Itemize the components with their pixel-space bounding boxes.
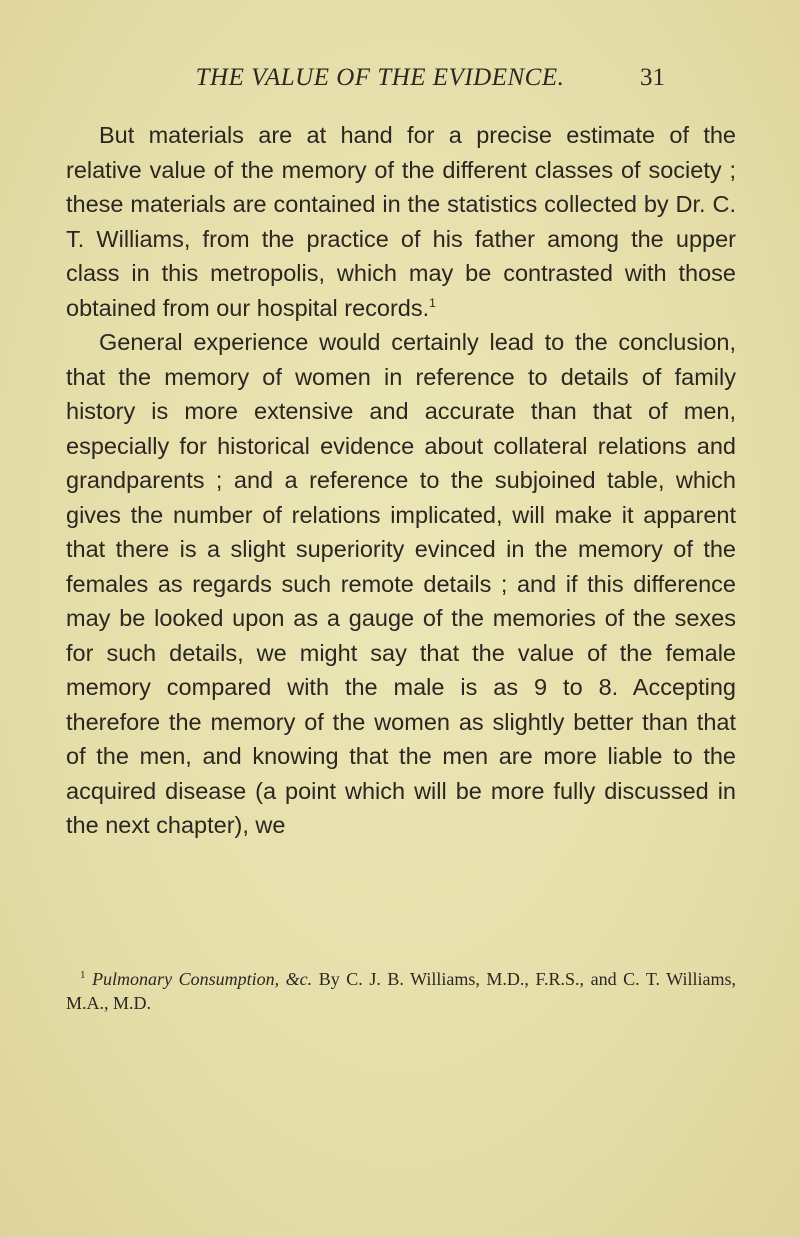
footnote-reference: 1	[429, 295, 436, 310]
page-number: 31	[640, 64, 665, 91]
body-text	[66, 118, 736, 843]
paragraph-1-text: But materials are at hand for a precise estimate of the relative value of the memory of the different classes of society ; these materials are contained in the statistics collected by Dr. C. T. Williams, from the practice of his father among the upper class in this metropolis, which may be contrasted with those obtained from our hospital records.	[66, 122, 736, 321]
footnote-marker: 1	[80, 969, 86, 981]
footnote-title: Pulmonary Consumption, &c.	[92, 969, 313, 989]
paragraph-2	[66, 325, 736, 843]
footnote-text: By C. J. B. Williams, M.D., F.R.S., and C. T. Williams, M.A., M.D.	[66, 969, 737, 1013]
running-head: THE VALUE OF THE EVIDENCE.	[195, 64, 565, 91]
paragraph-2-text: General experience would certainly lead to the conclusion, that the memory of women in reference to details of family history is more extensive and accurate than that of men, especially for historical evidence about collateral relations and grandparents ; and a reference to the subjoined table, which gives the number of relations implicated, will make it apparent that there is a slight superiority evinced in the memory of the females as regards such remote details ; and if this difference may be looked upon as a gauge of the memories of the sexes for such details, we might say that the value of the female memory compared with the male is as 9 to 8. Accepting therefore the memory of the women as slightly better than that of the men, and knowing that the men are more liable to the acquired disease (a point which will be more fully discussed in the next chapter), we	[66, 329, 736, 838]
paragraph-1	[66, 118, 736, 325]
footnote	[66, 967, 736, 1015]
